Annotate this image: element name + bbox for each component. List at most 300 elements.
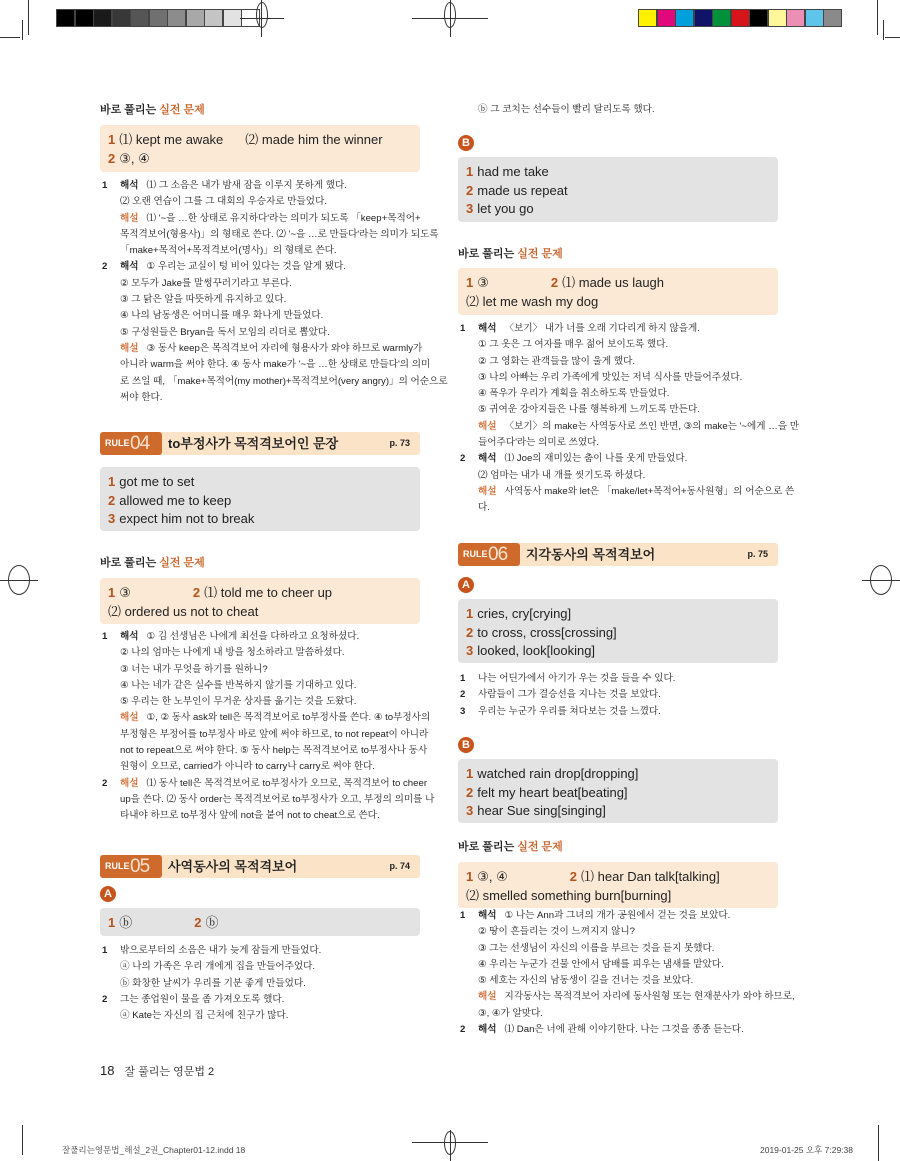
practice-heading bbox=[100, 554, 420, 572]
explanation-line bbox=[100, 645, 420, 661]
answer-item bbox=[466, 201, 534, 216]
explanation-line bbox=[100, 976, 420, 992]
rule-04-header bbox=[100, 432, 420, 455]
explanation-text: ③ 그 닭은 알을 따뜻하게 유지하고 있다. bbox=[120, 294, 287, 306]
rule-label: RULE bbox=[105, 861, 130, 871]
explanation-line bbox=[458, 500, 778, 516]
explanation-line bbox=[100, 943, 420, 959]
explanation-line bbox=[100, 308, 420, 324]
explanation-line bbox=[100, 662, 420, 678]
color-swatch bbox=[786, 9, 805, 27]
crop-mark bbox=[0, 37, 20, 38]
section-b-badge: B bbox=[458, 135, 474, 151]
explanation-line bbox=[100, 694, 420, 710]
answer-item bbox=[466, 294, 598, 309]
commentary-label: 해설 bbox=[478, 420, 497, 432]
explanation-line bbox=[458, 1006, 778, 1022]
answer-number: 1 bbox=[466, 766, 474, 781]
explanation-text: ⑴ 그 소음은 내가 밤새 잠을 이루지 못하게 했다. bbox=[146, 180, 347, 191]
answer-item bbox=[108, 474, 194, 489]
rule-page-ref: p. 73 bbox=[389, 438, 410, 448]
answer-line bbox=[466, 642, 770, 661]
explanation-line bbox=[458, 908, 778, 924]
answer-item bbox=[466, 625, 617, 640]
answer-number: 2 bbox=[569, 869, 578, 884]
item-number: 2 bbox=[460, 1024, 466, 1036]
explanation-line bbox=[100, 325, 420, 341]
answer-number: 3 bbox=[466, 803, 474, 818]
heading-accent: 실전 문제 bbox=[517, 841, 563, 853]
explanation-text: ⑴ Dan은 너에 관해 이야기한다. 나는 그것을 종종 듣는다. bbox=[504, 1024, 744, 1036]
answer-text: allowed me to keep bbox=[119, 492, 232, 508]
answer-number: 1 bbox=[466, 164, 474, 179]
answer-line bbox=[466, 605, 770, 624]
answer-line bbox=[466, 624, 770, 643]
rule-05-header bbox=[100, 855, 420, 878]
answer-number: 2 bbox=[108, 150, 116, 166]
crop-mark bbox=[22, 1125, 23, 1155]
explanation-line bbox=[100, 808, 420, 824]
answer-number: 3 bbox=[466, 201, 474, 216]
answer-text: ⑵ made him the winner bbox=[245, 132, 383, 147]
explanation-line bbox=[458, 671, 778, 687]
answer-number: 3 bbox=[108, 511, 116, 526]
section-a-badge: A bbox=[458, 577, 474, 593]
explanation-line bbox=[100, 678, 420, 694]
heading-accent: 실전 문제 bbox=[517, 248, 563, 260]
answer-line bbox=[466, 784, 770, 803]
explanation-line bbox=[100, 727, 429, 743]
answer-line bbox=[466, 274, 770, 293]
explanation-text: ⑵ 오랜 연습이 그를 그 대회의 우승자로 만들었다. bbox=[120, 196, 328, 208]
answer-text: ⑵ smelled something burn[burning] bbox=[466, 887, 672, 903]
explanation-list bbox=[100, 629, 435, 825]
item-number: 1 bbox=[460, 673, 466, 684]
explanation-line bbox=[458, 321, 778, 337]
answer-item bbox=[466, 643, 595, 658]
explanation-line bbox=[458, 468, 778, 484]
explanation-text: 「make+목적어+목적격보어(명사)」의 형태로 쓴다. bbox=[120, 245, 337, 257]
heading-prefix: 바로 풀리는 bbox=[458, 248, 515, 260]
explanation-line bbox=[458, 941, 778, 957]
item-number: 2 bbox=[102, 993, 108, 1005]
explanation-text: ④ 나는 네가 같은 실수를 반복하지 않기를 기대하고 있다. bbox=[120, 679, 357, 691]
explanation-text: ① 우리는 교실이 텅 비어 있다는 것을 알게 됐다. bbox=[146, 261, 346, 273]
rule-title: 지각동사의 목적격보어 bbox=[526, 547, 656, 562]
item-number: 2 bbox=[460, 453, 466, 465]
answer-text: ③, ④ bbox=[119, 150, 150, 166]
answer-number: 1 bbox=[108, 474, 116, 489]
answer-line bbox=[108, 492, 412, 511]
color-swatch bbox=[638, 9, 657, 27]
color-swatch bbox=[56, 9, 75, 27]
explanation-line bbox=[100, 1008, 420, 1024]
explanation-text: 우리는 누군가 우리를 쳐다보는 것을 느꼈다. bbox=[478, 705, 661, 717]
answer-line bbox=[108, 510, 412, 529]
answer-item bbox=[466, 183, 568, 198]
answer-line bbox=[466, 868, 770, 887]
answer-item bbox=[466, 606, 571, 621]
answer-text: ⑴ kept me awake bbox=[119, 132, 224, 147]
item-number: 1 bbox=[460, 910, 466, 921]
color-swatch bbox=[223, 9, 242, 27]
explanation-line bbox=[100, 959, 420, 975]
explanation-line bbox=[100, 276, 420, 292]
explanation-text: not to repeat으로 써야 한다. ⑤ 동사 help는 목적격보어로 to부정사나 동사 bbox=[120, 745, 428, 757]
explanation-text: ⓑ 화창한 날씨가 우리를 기분 좋게 만들었다. bbox=[120, 977, 306, 989]
answer-line bbox=[466, 293, 770, 312]
explanation-text: ② 나의 엄마는 나에게 내 방을 청소하라고 말씀하셨다. bbox=[120, 647, 345, 659]
practice-heading bbox=[458, 245, 778, 263]
rule-badge bbox=[100, 855, 162, 878]
color-swatch bbox=[694, 9, 713, 27]
color-swatch bbox=[823, 9, 842, 27]
answer-box bbox=[458, 759, 778, 823]
registration-mark bbox=[444, 2, 456, 28]
explanation-text: ① 나는 Ann과 그녀의 개가 공원에서 걷는 것을 보았다. bbox=[504, 910, 731, 921]
color-swatch bbox=[167, 9, 186, 27]
heading-prefix: 바로 풀리는 bbox=[100, 557, 157, 569]
slug-filename: 잘풀리는영문법_해설_2권_Chapter01-12.indd 18 bbox=[62, 1145, 246, 1155]
page-number: 18 bbox=[100, 1063, 115, 1078]
answer-box bbox=[100, 578, 420, 624]
explanation-text: ⑤ 귀여운 강아지들은 나를 행복하게 느끼도록 만든다. bbox=[478, 404, 700, 416]
answer-item bbox=[466, 275, 489, 290]
explanation-text: ④ 나의 남동생은 어머니를 매우 화나게 만들었다. bbox=[120, 310, 324, 322]
answer-number: 2 bbox=[466, 784, 474, 800]
color-swatch bbox=[130, 9, 149, 27]
rule-page-ref: p. 74 bbox=[389, 861, 410, 871]
explanation-line bbox=[458, 924, 778, 940]
rule-title: to부정사가 목적격보어인 문장 bbox=[168, 436, 339, 451]
answer-line bbox=[108, 150, 412, 169]
answer-item bbox=[466, 766, 638, 781]
answer-line bbox=[466, 887, 770, 906]
registration-mark bbox=[870, 565, 892, 595]
answer-item bbox=[570, 869, 720, 884]
color-swatch bbox=[149, 9, 168, 27]
answer-number: 2 bbox=[466, 182, 474, 198]
explanation-text: ⑤ 세호는 자신의 남동생이 길을 건너는 것을 보았다. bbox=[478, 975, 694, 987]
commentary-label: 해설 bbox=[120, 777, 139, 789]
registration-mark bbox=[8, 565, 30, 595]
answer-text: ⑴ made us laugh bbox=[562, 275, 665, 290]
rule-title: 사역동사의 목적격보어 bbox=[168, 859, 298, 874]
explanation-text: ② 땅이 흔들리는 것이 느껴지지 않니? bbox=[478, 926, 636, 938]
commentary-label: 해설 bbox=[120, 342, 139, 354]
answer-number: 2 bbox=[108, 492, 116, 508]
answer-item bbox=[194, 915, 218, 930]
answer-text: ⑵ ordered us not to cheat bbox=[108, 603, 259, 619]
rule-number: 04 bbox=[130, 433, 150, 454]
answer-text: looked, look[looking] bbox=[477, 643, 596, 658]
answer-text: ⑵ let me wash my dog bbox=[466, 293, 599, 309]
explanation-list bbox=[458, 908, 795, 1038]
heading-prefix: 바로 풀리는 bbox=[458, 841, 515, 853]
color-swatch bbox=[75, 9, 94, 27]
explanation-text: ② 그 영화는 관객들을 많이 울게 했다. bbox=[478, 355, 636, 367]
crop-mark bbox=[28, 0, 29, 35]
answer-number: 1 bbox=[108, 915, 116, 930]
translation-label: 해석 bbox=[120, 180, 139, 191]
explanation-line bbox=[100, 710, 431, 726]
explanation-text: ① 그 옷은 그 여자를 매우 젊어 보이도록 했다. bbox=[478, 339, 669, 351]
explanation-line bbox=[100, 792, 435, 808]
rule-number: 06 bbox=[488, 544, 508, 565]
explanation-line bbox=[100, 759, 420, 775]
color-swatch bbox=[749, 9, 768, 27]
translation-label: 해석 bbox=[478, 910, 497, 921]
answer-item bbox=[466, 803, 606, 818]
rule-label: RULE bbox=[463, 549, 488, 559]
answer-line bbox=[466, 802, 770, 821]
explanation-line bbox=[100, 357, 431, 373]
item-number: 1 bbox=[102, 631, 108, 642]
explanation-text: ⓐ Kate는 자신의 집 근처에 친구가 많다. bbox=[120, 1010, 289, 1022]
crop-mark bbox=[877, 0, 878, 35]
answer-item bbox=[245, 132, 382, 147]
answer-text: ⓑ bbox=[205, 915, 219, 930]
heading-accent: 실전 문제 bbox=[159, 104, 205, 116]
translation-label: 해석 bbox=[120, 261, 139, 273]
explanation-text: 로 쓰일 때, 「make+목적어(my mother)+목적격보어(very angry)」의 어순으로 bbox=[120, 375, 448, 387]
crop-mark bbox=[878, 1125, 879, 1161]
item-number: 1 bbox=[102, 180, 108, 191]
explanation-text: ② 모두가 Jake를 말썽꾸러기라고 부른다. bbox=[120, 277, 292, 289]
explanation-text: 부정형은 부정어를 to부정사 바로 앞에 써야 하므로, to not repeat이 아니라 bbox=[120, 728, 429, 740]
answer-line bbox=[466, 765, 770, 784]
crop-mark bbox=[22, 20, 23, 40]
answer-item bbox=[108, 604, 258, 619]
answer-line bbox=[466, 200, 770, 219]
explanation-text: ④ 우리는 누군가 건물 안에서 담배를 피우는 냄새를 맡았다. bbox=[478, 958, 724, 970]
explanation-text: ③ 그는 선생님이 자신의 이름을 부르는 것을 듣지 못했다. bbox=[478, 942, 715, 954]
book-title: 잘 풀리는 영문법 2 bbox=[124, 1066, 215, 1078]
answer-number: 2 bbox=[194, 915, 202, 930]
answer-text: cries, cry[crying] bbox=[477, 606, 572, 621]
item-number: 3 bbox=[460, 705, 466, 717]
explanation-line bbox=[100, 227, 439, 243]
explanation-line bbox=[458, 435, 778, 451]
commentary-label: 해설 bbox=[478, 485, 497, 497]
rule-page-ref: p. 75 bbox=[747, 549, 768, 559]
answer-box bbox=[458, 862, 778, 908]
answer-line bbox=[108, 603, 412, 622]
commentary-label: 해설 bbox=[120, 712, 139, 724]
answer-item bbox=[466, 164, 549, 179]
answer-line bbox=[108, 131, 412, 150]
explanation-line bbox=[458, 687, 778, 703]
answer-text: felt my heart beat[beating] bbox=[477, 784, 628, 800]
explanation-text: ⑤ 구성원들은 Bryan을 독서 모임의 리더로 뽑았다. bbox=[120, 326, 330, 338]
answer-text: ⓑ bbox=[119, 915, 133, 930]
explanation-list bbox=[458, 671, 778, 720]
answer-box bbox=[100, 908, 420, 936]
explanation-text: 그는 종업원이 물을 좀 가져오도록 했다. bbox=[120, 993, 285, 1005]
explanation-line bbox=[100, 194, 420, 210]
answer-text: watched rain drop[dropping] bbox=[477, 766, 639, 781]
page-footer bbox=[100, 1063, 214, 1079]
section-a-badge: A bbox=[100, 886, 116, 902]
answer-item bbox=[466, 785, 628, 800]
explanation-text: ③ 너는 내가 무엇을 하기를 원하니? bbox=[120, 663, 268, 675]
color-swatch bbox=[731, 9, 750, 27]
explanation-text: 사역동사 make와 let은 「make/let+목적어+동사원형」의 어순으로 쓴 bbox=[504, 485, 795, 497]
explanation-line bbox=[458, 1022, 778, 1038]
rule-label: RULE bbox=[105, 438, 130, 448]
color-swatch bbox=[675, 9, 694, 27]
explanation-text: 들어주다'라는 의미로 쓰였다. bbox=[478, 437, 600, 449]
item-number: 1 bbox=[460, 323, 466, 334]
answer-item bbox=[466, 869, 508, 884]
item-number: 2 bbox=[102, 777, 108, 789]
color-swatch bbox=[768, 9, 787, 27]
explanation-text: ⑴ Joe의 재미있는 춤이 나를 웃게 만들었다. bbox=[504, 453, 688, 465]
answer-line bbox=[466, 163, 770, 182]
answer-item bbox=[108, 585, 131, 600]
explanation-line bbox=[458, 973, 778, 989]
explanation-text: 밖으로부터의 소음은 내가 늦게 잠들게 만들었다. bbox=[120, 945, 322, 956]
answer-number: 1 bbox=[108, 132, 116, 147]
translation-label: 해석 bbox=[478, 323, 497, 334]
color-swatch bbox=[186, 9, 205, 27]
crop-mark bbox=[883, 20, 884, 40]
explanation-line bbox=[458, 337, 778, 353]
explanation-text: ③, ④가 알맞다. bbox=[478, 1007, 543, 1019]
explanation-text: 목적격보어(형용사)」의 형태로 쓴다. ⑵ '~을 …로 만들다'라는 의미가 되도록 bbox=[120, 228, 439, 240]
color-swatch bbox=[657, 9, 676, 27]
explanation-line bbox=[458, 704, 778, 720]
explanation-list bbox=[458, 102, 778, 118]
explanation-line bbox=[100, 992, 420, 1008]
answer-number: 1 bbox=[466, 869, 474, 884]
crop-mark bbox=[885, 37, 900, 38]
explanation-text: ⑴ '~을 …한 상태로 유지하다'라는 의미가 되도록 「keep+목적어+ bbox=[146, 212, 421, 224]
explanation-line bbox=[458, 354, 778, 370]
answer-text: hear Sue sing[singing] bbox=[477, 803, 606, 818]
answer-item bbox=[108, 511, 254, 526]
rule-06-header bbox=[458, 543, 778, 566]
explanation-text: 〈보기〉의 make는 사역동사로 쓰인 반면, ③의 make는 '~에게 …을 만 bbox=[504, 420, 800, 432]
explanation-text: 지각동사는 목적격보어 자리에 동사원형 또는 현재분사가 와야 하므로, bbox=[504, 991, 795, 1003]
explanation-text: 〈보기〉 내가 너를 오래 기다리게 하지 않을게. bbox=[504, 323, 700, 334]
item-number: 1 bbox=[102, 945, 108, 956]
answer-box bbox=[100, 125, 420, 172]
answer-number: 2 bbox=[192, 585, 201, 600]
answer-line bbox=[108, 584, 412, 603]
explanation-text: 원형이 오므로, carried가 아니라 to carry나 carry로 써야 한다. bbox=[120, 761, 375, 773]
explanation-text: 다. bbox=[478, 502, 490, 514]
explanation-text: ①, ② 동사 ask와 tell은 목적격보어로 to부정사를 쓴다. ④ to부정사의 bbox=[146, 712, 431, 724]
explanation-line bbox=[100, 292, 420, 308]
color-swatch bbox=[805, 9, 824, 27]
answer-text: ⑴ told me to cheer up bbox=[204, 585, 333, 600]
translation-label: 해석 bbox=[478, 453, 497, 465]
explanation-text: ① 김 선생님은 나에게 최선을 다하라고 요청하셨다. bbox=[146, 631, 360, 642]
explanation-list bbox=[458, 321, 800, 517]
item-number: 2 bbox=[102, 261, 108, 273]
registration-mark bbox=[444, 1131, 456, 1155]
answer-number: 2 bbox=[466, 624, 474, 640]
answer-box bbox=[100, 467, 420, 531]
explanation-text: ③ 나의 아빠는 우리 가족에게 맛있는 저녁 식사를 만들어주셨다. bbox=[478, 371, 743, 383]
explanation-line bbox=[458, 402, 778, 418]
slug-timestamp: 2019-01-25 오후 7:29:38 bbox=[760, 1145, 853, 1155]
rule-badge bbox=[100, 432, 162, 455]
translation-label: 해석 bbox=[120, 631, 139, 642]
explanation-text: ④ 폭우가 우리가 계획을 취소하도록 만들었다. bbox=[478, 388, 670, 400]
explanation-text: 타내야 하므로 to부정사 앞에 not을 붙여 not to cheat으로 쓴다. bbox=[120, 810, 380, 822]
answer-text: expect him not to break bbox=[119, 511, 255, 526]
answer-line bbox=[108, 473, 412, 492]
section-b-badge: B bbox=[458, 737, 474, 753]
explanation-line bbox=[100, 178, 420, 194]
explanation-list bbox=[100, 943, 420, 1024]
practice-heading bbox=[100, 101, 420, 119]
answer-text: ③ bbox=[119, 585, 131, 600]
explanation-text: ⓐ 나의 가족은 우리 개에게 집을 만들어주었다. bbox=[120, 961, 316, 973]
translation-label: 해석 bbox=[478, 1024, 497, 1036]
explanation-line bbox=[100, 743, 428, 759]
answer-item bbox=[108, 132, 223, 147]
answer-text: ⑴ hear Dan talk[talking] bbox=[581, 869, 720, 884]
answer-text: got me to set bbox=[119, 474, 195, 489]
answer-text: to cross, cross[crossing] bbox=[477, 624, 617, 640]
answer-number: 2 bbox=[550, 275, 559, 290]
explanation-line bbox=[100, 243, 420, 259]
answer-text: made us repeat bbox=[477, 182, 568, 198]
explanation-text: ⑤ 우리는 한 노부인이 무거운 상자를 옮기는 것을 도왔다. bbox=[120, 696, 357, 708]
explanation-text: ⓑ 그 코치는 선수들이 빨리 달리도록 했다. bbox=[478, 104, 655, 115]
color-swatch bbox=[93, 9, 112, 27]
explanation-line bbox=[100, 211, 420, 227]
item-number: 2 bbox=[460, 689, 466, 701]
color-swatch bbox=[712, 9, 731, 27]
explanation-text: ③ 동사 keep은 목적격보어 자리에 형용사가 와야 하므로 warmly가 bbox=[146, 342, 423, 354]
explanation-text: 나는 어딘가에서 아기가 우는 것을 들을 수 있다. bbox=[478, 673, 676, 684]
explanation-line bbox=[100, 374, 448, 390]
answer-item bbox=[551, 275, 664, 290]
explanation-line bbox=[458, 102, 778, 118]
rule-number: 05 bbox=[130, 856, 150, 877]
answer-box bbox=[458, 599, 778, 663]
answer-line bbox=[108, 914, 412, 933]
explanation-text: up을 쓴다. ⑵ 동사 order는 목적격보어로 to부정사가 오고, 부정의 의미를 나 bbox=[120, 793, 435, 805]
explanation-line bbox=[100, 629, 420, 645]
answer-item bbox=[108, 151, 150, 166]
explanation-text: ⑵ 엄마는 내가 내 개를 씻기도록 하셨다. bbox=[478, 469, 646, 481]
explanation-list bbox=[100, 178, 448, 406]
color-swatch bbox=[204, 9, 223, 27]
explanation-text: 써야 한다. bbox=[120, 391, 163, 403]
answer-number: 1 bbox=[466, 606, 474, 621]
explanation-line bbox=[100, 341, 423, 357]
explanation-line bbox=[458, 989, 795, 1005]
explanation-line bbox=[458, 419, 800, 435]
answer-box bbox=[458, 268, 778, 315]
commentary-label: 해설 bbox=[478, 991, 497, 1003]
rule-badge bbox=[458, 543, 520, 566]
answer-text: had me take bbox=[477, 164, 549, 179]
answer-item bbox=[108, 915, 132, 930]
explanation-text: ⑴ 동사 tell은 목적격보어로 to부정사가 오므로, 목적격보어 to cheer bbox=[146, 777, 428, 789]
answer-number: 1 bbox=[108, 585, 116, 600]
answer-item bbox=[466, 888, 671, 903]
explanation-line bbox=[100, 259, 420, 275]
explanation-line bbox=[458, 451, 778, 467]
explanation-line bbox=[458, 484, 795, 500]
registration-mark bbox=[256, 2, 268, 28]
